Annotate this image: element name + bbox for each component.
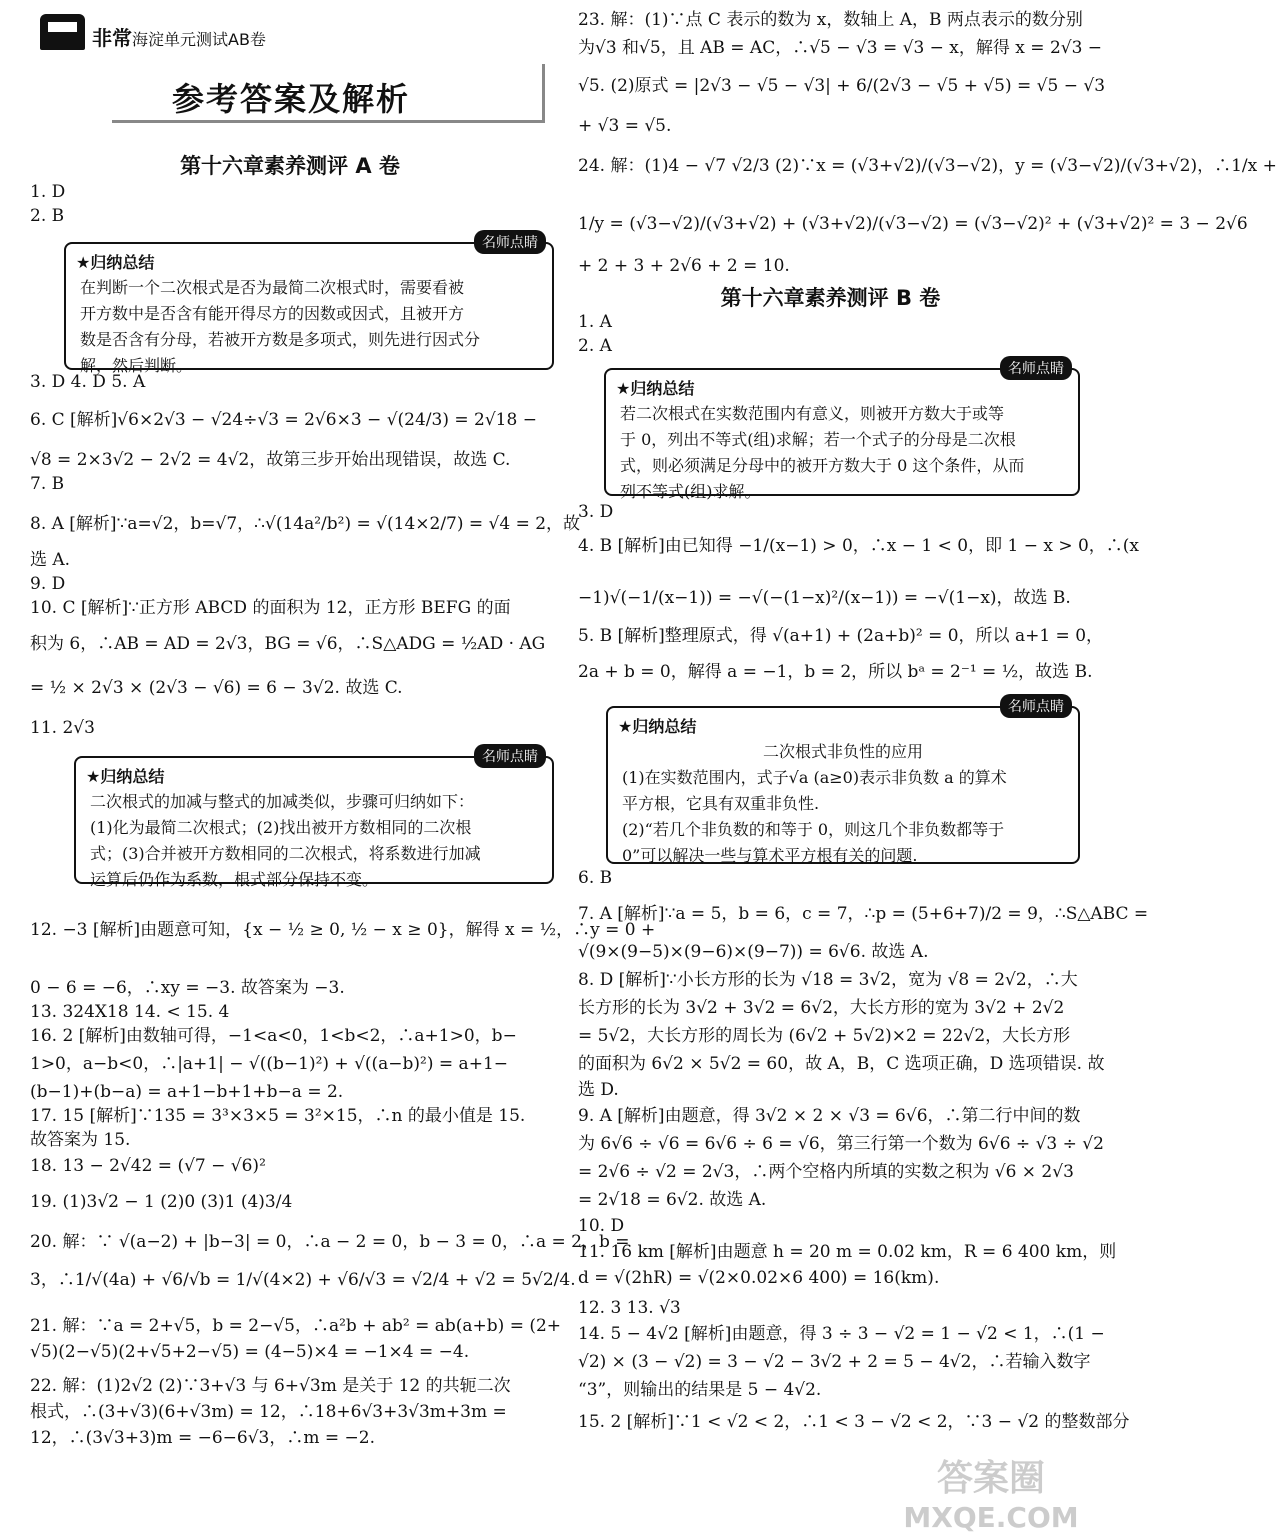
answer-b8-line4: 的面积为 6√2 × 5√2 = 60，故 A，B，C 选项正确，D 选项错误. 故 <box>578 1054 1105 1074</box>
answer-6-line1: 6. C [解析]√6×2√3 − √24÷√3 = 2√6×3 − √(24/3) = 2√18 − <box>30 410 537 430</box>
answer-17-line2: 故答案为 15. <box>30 1130 131 1150</box>
summary-heading: ★归纳总结 <box>86 767 165 786</box>
answer-3-5: 3. D 4. D 5. A <box>30 372 146 392</box>
answer-12-line2: 0 − 6 = −6，∴xy = −3. 故答案为 −3. <box>30 978 345 998</box>
answer-6-line2: √8 = 2×3√2 − 2√2 = 4√2，故第三步开始出现错误，故选 C. <box>30 450 511 470</box>
summary-line: 运算后仍作为系数，根式部分保持不变。 <box>90 870 379 889</box>
summary-line: (2)“若几个非负数的和等于 0，则这几个非负数都等于 <box>622 820 1005 839</box>
answer-16-line3: (b−1)+(b−a) = a+1−b+1+b−a = 2. <box>30 1082 344 1102</box>
answer-b3: 3. D <box>578 502 614 522</box>
answer-b7-line2: √(9×(9−5)×(9−6)×(9−7)) = 6√6. 故选 A. <box>578 942 929 962</box>
answer-24-line1: 24. 解：(1)4 − √7 √2/3 (2)∵x = (√3+√2)/(√3−√2)，y = (√3−√2)/(√3+√2)，∴1/x + <box>578 156 1277 176</box>
answer-22-line3: 12，∴(3√3+3)m = −6−6√3，∴m = −2. <box>30 1428 375 1448</box>
answer-b9-line1: 9. A [解析]由题意，得 3√2 × 2 × √3 = 6√6，∴第二行中间的数 <box>578 1106 1081 1126</box>
answer-b11-line1: 11. 16 km [解析]由题意 h = 20 m = 0.02 km，R = 6 400 km，则 <box>578 1242 1117 1262</box>
answer-23-line3: √5. (2)原式 = |2√3 − √5 − √3| + 6/(2√3 − √5 + √5) = √5 − √3 <box>578 76 1106 96</box>
answer-24-line2: 1/y = (√3−√2)/(√3+√2) + (√3+√2)/(√3−√2) = (√3−√2)² + (√3+√2)² = 3 − 2√6 <box>578 214 1248 234</box>
page-title: 参考答案及解析 <box>172 80 411 118</box>
brand-subtitle: 海淀单元测试AB卷 <box>132 30 266 49</box>
answer-8-line1: 8. A [解析]∵a=√2，b=√7，∴√(14a²/b²) = √(14×2/7) = √4 = 2，故 <box>30 514 581 534</box>
answer-12-line1: 12. −3 [解析]由题意可知，{x − ½ ≥ 0, ½ − x ≥ 0}，解得 x = ½，∴y = 0 + <box>30 920 656 940</box>
answer-21-line2: √5)(2−√5)(2+√5+2−√5) = (4−5)×4 = −1×4 = −4. <box>30 1342 470 1362</box>
answer-b5-line1: 5. B [解析]整理原式，得 √(a+1) + (2a+b)² = 0，所以 a+1 = 0， <box>578 626 1104 646</box>
watermark-url: MXQE.COM <box>903 1501 1079 1534</box>
answer-20-line2: 3，∴1/√(4a) + √6/√b = 1/√(4×2) + √6/√3 = √2/4 + √2 = 5√2/4. <box>30 1270 576 1290</box>
answer-23-line2: 为√3 和√5，且 AB = AC，∴√5 − √3 = √3 − x，解得 x = 2√3 − <box>578 38 1103 58</box>
answer-b9-line4: = 2√18 = 6√2. 故选 A. <box>578 1190 767 1210</box>
summary-line: 若二次根式在实数范围内有意义，则被开方数大于或等 <box>620 404 1005 423</box>
summary-line: 二次根式的加减与整式的加减类似，步骤可归纳如下： <box>90 792 475 811</box>
answer-23-line1: 23. 解：(1)∵点 C 表示的数为 x，数轴上 A，B 两点表示的数分别 <box>578 10 1083 30</box>
summary-line: 解，然后判断。 <box>80 356 193 375</box>
answer-b5-line2: 2a + b = 0，解得 a = −1，b = 2，所以 bᵃ = 2⁻¹ = ½，故选 B. <box>578 662 1093 682</box>
answer-21-line1: 21. 解：∵a = 2+√5，b = 2−√5，∴a²b + ab² = ab(a+b) = (2+ <box>30 1316 562 1336</box>
answer-17-line1: 17. 15 [解析]∵135 = 3³×3×5 = 3²×15，∴n 的最小值是 15. <box>30 1106 526 1126</box>
answer-b15: 15. 2 [解析]∵1 < √2 < 2，∴1 < 3 − √2 < 2，∵3 − √2 的整数部分 <box>578 1412 1130 1432</box>
tip-badge: 名师点睛 <box>474 744 546 768</box>
answer-b14-line3: “3”，则输出的结果是 5 − 4√2. <box>578 1380 822 1400</box>
watermark-text: 答案圈 <box>936 1458 1045 1499</box>
summary-heading: ★归纳总结 <box>618 717 697 736</box>
summary-line: 式；(3)合并被开方数相同的二次根式，将系数进行加减 <box>90 844 481 863</box>
answer-b9-line2: 为 6√6 ÷ √6 = 6√6 ÷ 6 = √6，第三行第一个数为 6√6 ÷ √3 ÷ √2 <box>578 1134 1104 1154</box>
answer-b4-line2: −1)√(−1/(x−1)) = −√(−(1−x)²/(x−1)) = −√(1−x)，故选 B. <box>578 588 1071 608</box>
answer-10-line1: 10. C [解析]∵正方形 ABCD 的面积为 12，正方形 BEFG 的面 <box>30 598 511 618</box>
answer-b1: 1. A <box>578 312 612 332</box>
summary-line: 平方根，它具有双重非负性. <box>622 794 820 813</box>
site-watermark <box>891 1450 1091 1534</box>
answer-24-line3: + 2 + 3 + 2√6 + 2 = 10. <box>578 256 790 276</box>
answer-b2: 2. A <box>578 336 612 356</box>
summary-line: 列不等式(组)求解。 <box>620 482 761 501</box>
answer-b14-line1: 14. 5 − 4√2 [解析]由题意，得 3 ÷ 3 − √2 = 1 − √2 < 1，∴(1 − <box>578 1324 1105 1344</box>
answer-b8-line2: 长方形的长为 3√2 + 3√2 = 6√2，大长方形的宽为 3√2 + 2√2 <box>578 998 1065 1018</box>
tip-badge: 名师点睛 <box>1000 694 1072 718</box>
tip-badge: 名师点睛 <box>1000 356 1072 380</box>
answer-20-line1: 20. 解：∵ √(a−2) + |b−3| = 0，∴a − 2 = 0，b − 3 = 0，∴a = 2，b = <box>30 1232 630 1252</box>
summary-line: 开方数中是否含有能开得尽方的因数或因式，且被开方 <box>80 304 465 323</box>
answer-10-line2: 积为 6，∴AB = AD = 2√3，BG = √6，∴S△ADG = ½AD · AG <box>30 634 546 654</box>
summary-heading: ★归纳总结 <box>616 379 695 398</box>
answer-b8-line3: = 5√2，大长方形的周长为 (6√2 + 5√2)×2 = 22√2，大长方形 <box>578 1026 1071 1046</box>
summary-line: 于 0，列出不等式(组)求解；若一个式子的分母是二次根 <box>620 430 1016 449</box>
right-column <box>578 0 1277 1536</box>
summary-line: 数是否含有分母，若被开方数是多项式，则先进行因式分 <box>80 330 481 349</box>
summary-line: (1)化为最简二次根式；(2)找出被开方数相同的二次根 <box>90 818 472 837</box>
answer-b9-line3: = 2√6 ÷ √2 = 2√3，∴两个空格内所填的实数之积为 √6 × 2√3 <box>578 1162 1074 1182</box>
answer-b12-13: 12. 3 13. √3 <box>578 1298 681 1318</box>
summary-subtitle: 二次根式非负性的应用 <box>762 742 923 761</box>
summary-box-3 <box>604 361 1080 501</box>
answer-b4-line1: 4. B [解析]由已知得 −1/(x−1) > 0，∴x − 1 < 0，即 1 − x > 0，∴(x <box>578 536 1140 556</box>
answer-b11-line2: d = √(2hR) = √(2×0.02×6 400) = 16(km). <box>578 1268 940 1288</box>
answer-16-line1: 16. 2 [解析]由数轴可得，−1<a<0，1<b<2，∴a+1>0，b− <box>30 1026 517 1046</box>
answer-b6: 6. B <box>578 868 613 888</box>
summary-box-1 <box>64 235 554 375</box>
answer-19: 19. (1)3√2 − 1 (2)0 (3)1 (4)3/4 <box>30 1192 293 1212</box>
answer-16-line2: 1>0，a−b<0，∴|a+1| − √((b−1)²) + √((a−b)²) = a+1− <box>30 1054 509 1074</box>
summary-line: (1)在实数范围内，式子√a (a≥0)表示非负数 a 的算术 <box>622 768 1007 787</box>
answer-9: 9. D <box>30 574 66 594</box>
summary-box-4 <box>606 699 1080 865</box>
answer-18: 18. 13 − 2√42 = (√7 − √6)² <box>30 1156 266 1176</box>
answer-b14-line2: √2) × (3 − √2) = 3 − √2 − 3√2 + 2 = 5 − 4√2，∴若输入数字 <box>578 1352 1091 1372</box>
answer-b10: 10. D <box>578 1216 625 1236</box>
summary-line: 在判断一个二次根式是否为最简二次根式时，需要看被 <box>80 278 465 297</box>
summary-box-2 <box>74 749 554 889</box>
answer-1: 1. D <box>30 182 66 202</box>
answer-b7-line1: 7. A [解析]∵a = 5，b = 6，c = 7，∴p = (5+6+7)/2 = 9，∴S△ABC = <box>578 904 1149 924</box>
summary-line: 式，则必须满足分母中的被开方数大于 0 这个条件，从而 <box>620 456 1025 475</box>
answer-23-line4: + √3 = √5. <box>578 116 672 136</box>
answer-22-line2: 根式，∴(3+√3)(6+√3m) = 12，∴18+6√3+3√3m+3m = <box>30 1402 507 1422</box>
tip-badge: 名师点睛 <box>474 230 546 254</box>
answer-2: 2. B <box>30 206 65 226</box>
answer-b8-line5: 选 D. <box>578 1080 619 1100</box>
summary-heading: ★归纳总结 <box>76 253 155 272</box>
brand-name: 非常 <box>92 26 132 50</box>
answer-b8-line1: 8. D [解析]∵小长方形的长为 √18 = 3√2，宽为 √8 = 2√2，∴大 <box>578 970 1078 990</box>
answer-22-line1: 22. 解：(1)2√2 (2)∵3+√3 与 6+√3m 是关于 12 的共轭二次 <box>30 1376 511 1396</box>
answer-7: 7. B <box>30 474 65 494</box>
answer-10-line3: = ½ × 2√3 × (2√3 − √6) = 6 − 3√2. 故选 C. <box>30 678 403 698</box>
answer-11: 11. 2√3 <box>30 718 95 738</box>
chapter-b-title: 第十六章素养测评 B 卷 <box>720 286 941 310</box>
answer-13-15: 13. 324X18 14. < 15. 4 <box>30 1002 230 1022</box>
chapter-a-title: 第十六章素养测评 A 卷 <box>180 154 400 178</box>
summary-line: 0”可以解决一些与算术平方根有关的问题. <box>622 846 918 865</box>
answer-8-line2: 选 A. <box>30 550 71 570</box>
